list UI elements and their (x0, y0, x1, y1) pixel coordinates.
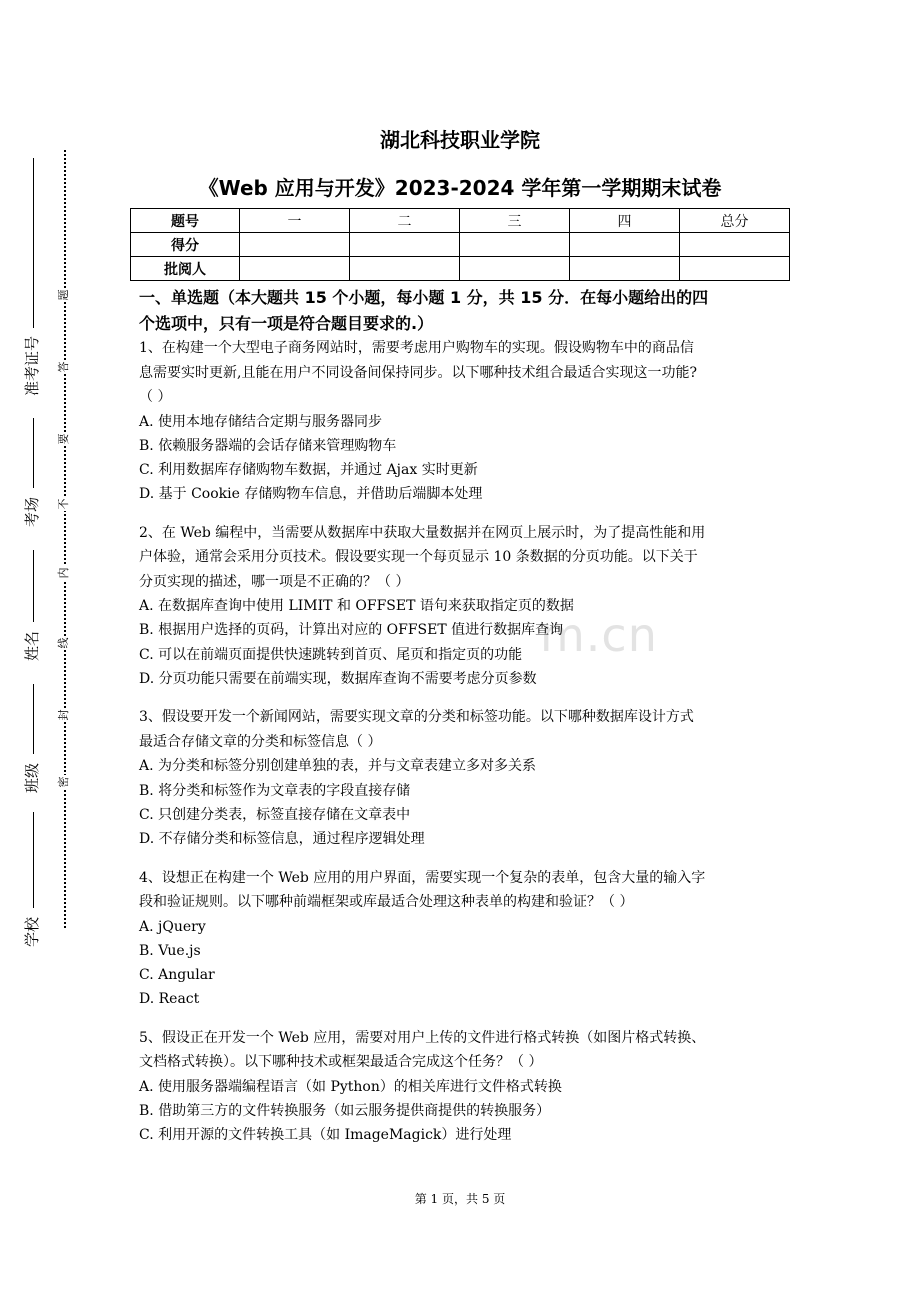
score-table-header: 一 (240, 209, 350, 233)
score-table-header: 总分 (680, 209, 790, 233)
option-c: C. Angular (139, 967, 215, 984)
question-stem-line: 分页实现的描述，哪一项是不正确的？（ ） (139, 573, 410, 590)
school-name: 湖北科技职业学院 (380, 128, 540, 152)
seal-char: 题 (57, 289, 70, 301)
grader-cell (350, 257, 460, 281)
option-d: D. 分页功能只需要在前端实现，数据库查询不需要考虑分页参数 (139, 671, 537, 688)
question-1 (139, 336, 789, 507)
option-a: A. 使用服务器端编程语言（如 Python）的相关库进行文件格式转换 (139, 1078, 562, 1095)
option-c: C. 只创建分类表，标签直接存储在文章表中 (139, 806, 411, 823)
seal-char: 密 (57, 776, 70, 788)
school-line (33, 812, 34, 908)
question-stem-line: 1、在构建一个大型电子商务网站时，需要考虑用户购物车的实现。假设购物车中的商品信 (139, 340, 694, 356)
grader-cell (680, 257, 790, 281)
exam-content (139, 285, 789, 1162)
option-c: C. 利用数据库存储购物车数据，并通过 Ajax 实时更新 (139, 462, 478, 479)
option-a: A. 使用本地存储结合定期与服务器同步 (139, 413, 383, 430)
option-d: D. React (139, 991, 200, 1008)
grader-cell (240, 257, 350, 281)
class-label: 班级 (23, 763, 41, 794)
name-line (33, 550, 34, 622)
score-table-header: 题号 (131, 209, 240, 233)
question-4 (139, 866, 789, 1012)
question-stem-line: （ ） (139, 389, 172, 405)
score-row (131, 233, 790, 257)
question-stem-line: 最适合存储文章的分类和标签信息（ ） (139, 733, 382, 750)
option-d: D. 基于 Cookie 存储购物车信息，并借助后端脚本处理 (139, 486, 483, 503)
grader-cell (570, 257, 680, 281)
option-b: B. 依赖服务器端的会话存储来管理购物车 (139, 437, 397, 454)
watermark: m.cn (540, 608, 658, 662)
school-label: 学校 (23, 917, 41, 948)
option-c: C. 可以在前端页面提供快速跳转到首页、尾页和指定页的功能 (139, 646, 523, 663)
score-table-header-row (131, 209, 790, 233)
score-table (130, 208, 790, 281)
score-cell (460, 233, 570, 257)
question-stem-line: 2、在 Web 编程中，当需要从数据库中获取大量数据并在网页上展示时，为了提高性能和用 (139, 524, 706, 541)
page-footer: 第 1 页，共 5 页 (414, 1192, 506, 1206)
exam-id-label: 准考证号 (23, 336, 41, 397)
option-b: B. 根据用户选择的页码，计算出对应的 OFFSET 值进行数据库查询 (139, 622, 564, 639)
seal-char: 内 (57, 567, 70, 579)
grader-row (131, 257, 790, 281)
section-heading-line: 个选项中，只有一项是符合题目要求的.） (139, 314, 434, 333)
question-stem-line: 段和验证规则。以下哪种前端框架或库最适合处理这种表单的构建和验证？（ ） (139, 894, 634, 911)
seal-dotted-line (64, 150, 66, 928)
score-table-header: 三 (460, 209, 570, 233)
grader-cell (460, 257, 570, 281)
option-b: B. Vue.js (139, 942, 201, 959)
seal-char: 封 (57, 709, 70, 721)
exam-title: 《Web 应用与开发》2023-2024 学年第一学期期末试卷 (198, 176, 722, 200)
question-2 (139, 521, 789, 692)
option-b: B. 借助第三方的文件转换服务（如云服务提供商提供的转换服务） (139, 1103, 551, 1120)
question-stem-line: 3、假设要开发一个新闻网站，需要实现文章的分类和标签功能。以下哪种数据库设计方式 (139, 709, 694, 726)
seal-char: 要 (57, 433, 70, 445)
score-cell (570, 233, 680, 257)
option-a: A. jQuery (139, 918, 206, 935)
score-row-label: 得分 (131, 233, 240, 257)
name-label: 姓名 (23, 631, 41, 662)
seal-char: 线 (57, 637, 70, 649)
question-stem-line: 户体验，通常会采用分页技术。假设要实现一个每页显示 10 条数据的分页功能。以下关于 (139, 549, 698, 566)
score-table-header: 二 (350, 209, 460, 233)
score-table-header: 四 (570, 209, 680, 233)
exam-room-label: 考场 (23, 497, 41, 528)
question-stem-line: 息需要实时更新,且能在用户不同设备间保持同步。以下哪种技术组合最适合实现这一功能? (139, 364, 697, 381)
seal-char: 答 (57, 361, 70, 373)
question-stem-line: 5、假设正在开发一个 Web 应用，需要对用户上传的文件进行格式转换（如图片格式转换、 (139, 1029, 706, 1046)
option-d: D. 不存储分类和标签信息，通过程序逻辑处理 (139, 831, 425, 848)
class-line (33, 684, 34, 754)
option-a: A. 在数据库查询中使用 LIMIT 和 OFFSET 语句来获取指定页的数据 (139, 598, 574, 615)
score-cell (680, 233, 790, 257)
grader-row-label: 批阅人 (131, 257, 240, 281)
section-heading-line: 一、单选题（本大题共 15 个小题，每小题 1 分，共 15 分．在每小题给出的四 (139, 288, 709, 307)
seal-char: 不 (57, 498, 70, 510)
question-stem-line: 4、设想正在构建一个 Web 应用的用户界面，需要实现一个复杂的表单，包含大量的输入字 (139, 869, 706, 886)
score-cell (350, 233, 460, 257)
question-stem-line: 文档格式转换）。以下哪种技术或框架最适合完成这个任务？（ ） (139, 1054, 543, 1071)
option-b: B. 将分类和标签作为文章表的字段直接存储 (139, 782, 411, 799)
option-a: A. 为分类和标签分别创建单独的表，并与文章表建立多对多关系 (139, 758, 537, 775)
question-5 (139, 1026, 789, 1148)
score-cell (240, 233, 350, 257)
question-3 (139, 705, 789, 851)
option-c: C. 利用开源的文件转换工具（如 ImageMagick）进行处理 (139, 1127, 512, 1144)
exam-room-line (33, 418, 34, 488)
